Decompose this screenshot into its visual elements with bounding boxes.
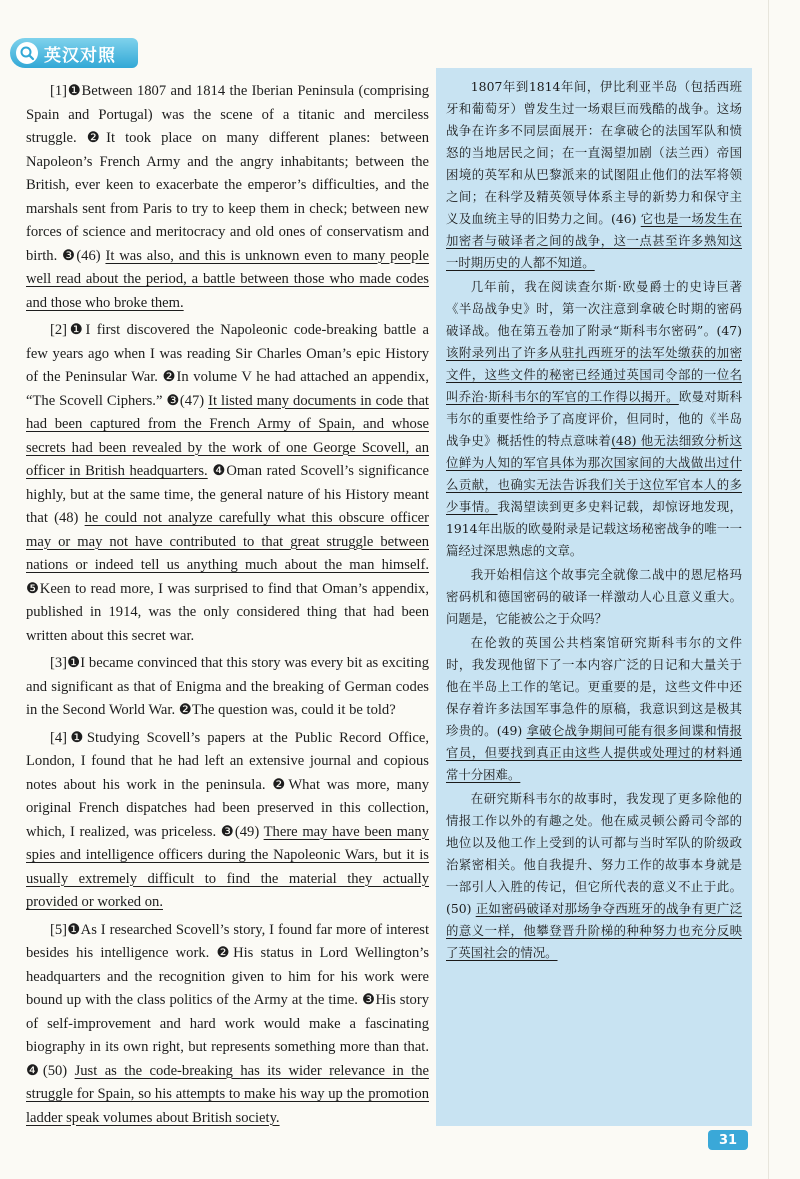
chinese-paragraph-5: 在研究斯科韦尔的故事时，我发现了更多除他的情报工作以外的有趣之处。他在威灵顿公爵司令部的地位以及他工作上受到的认可都与当时军队的阶级政治紧密相关。他自我提升、努力工作的故事本身就是一部引人入胜的传记，但它所代表的意义不止于此。(50) 正如密码破译对那场争夺西班牙的战争有更广泛的意义一样，他攀登晋升阶梯的种种努力也充分反映了英国社会的情况。 (446, 791, 743, 960)
translation-item-46: It was also, and this is unknown even to many people well read about the period, a battle between those who made codes and those who broke them. (26, 247, 430, 311)
chinese-paragraph-4: 在伦敦的英国公共档案馆研究斯科韦尔的文件时，我发现他留下了一本内容广泛的日记和大量关于他在半岛上工作的笔记。更重要的是，这些文件中还保存着许多法国军事急件的原稿，我意识到这是极其珍贵的。(49) 拿破仑战争期间可能有很多间谍和情报官员，但要找到真正由这些人提供或处理过的材料通常十分困难。 (446, 635, 743, 782)
translation-item-48: he could not analyze carefully what this obscure officer may or may not have contributed to that great struggle between nations or indeed tell us anything much about the man himself. (26, 510, 430, 573)
section-header-tab (10, 38, 138, 68)
chinese-paragraph-2: 几年前，我在阅读查尔斯·欧曼爵士的史诗巨著《半岛战争史》时，第一次注意到拿破仑时期的密码破译战。他在第五卷加了附录“斯科韦尔密码”。(47) 该附录列出了许多从驻扎西班牙的法军处缴获的加密文件，这些文件的秘密已经通过英国司令部的一位名叫乔治·斯科韦尔的军官的工作得以揭开。欧曼对斯科韦尔的重要性给予了高度评价，但同时，他的《半岛战争史》概括性的特点意味着(48) 他无法细致分析这位鲜为人知的军官具体为那次国家间的大战做出过什么贡献，也确实无法告诉我们关于这位军官本人的多少事情。我渴望读到更多史料记载，却惊讶地发现，1914年出版的欧曼附录是记载这场秘密战争的唯一一篇经过深思熟虑的文章。 (446, 279, 743, 558)
chinese-translation-50: 正如密码破译对那场争夺西班牙的战争有更广泛的意义一样，他攀登晋升阶梯的种种努力也充分反映了英国社会的情况。 (446, 901, 743, 960)
english-paragraph-5: [5]❶As I researched Scovell’s story, I found far more of interest besides his intelligence work. ❷His status in Lord Wellington’s headquarters and the recognition given to him for his work were bound up with the class politics of the Army at the time. ❸His story of self-improvement and hard work would make a fascinating biography in its own right, but represents something more than that. ❹(50) Just as the code-breaking has its wider relevance in the struggle for Spain, so his attempts to make his way up the promotion ladder speak volumes about British society. (26, 921, 429, 1126)
translation-item-49: There may have been many spies and intelligence officers during the Napoleonic Wars, but it is usually extremely difficult to find the material they actually provided or worked on. (26, 823, 430, 910)
chinese-translation-46: 它也是一场发生在加密者与破译者之间的战争，这一点甚至许多熟知这一时期历史的人都不知道。 (446, 211, 742, 270)
chinese-translation-47: 该附录列出了许多从驻扎西班牙的法军处缴获的加密文件，这些文件的秘密已经通过英国司令部的一位名叫乔治·斯科韦尔的军官的工作得以揭开。 (446, 345, 742, 404)
translation-item-50: Just as the code-breaking has its wider relevance in the struggle for Spain, so his attempts to make his way up the promotion ladder speak volumes about British society. (26, 1062, 429, 1126)
english-paragraph-4: [4]❶Studying Scovell’s papers at the Public Record Office, London, I found that he had left an extensive journal and copious notes about his work in the peninsula. ❷What was more, many original French dispatches had been preserved in this collection, which, I realized, was priceless. ❸(49) There may have been many spies and intelligence officers during the Napoleonic Wars, but it is usually extremely difficult to find the material they actually provided or worked on. (26, 729, 430, 910)
page-fold-line (768, 0, 769, 1179)
translation-item-47: It listed many documents in code that had been captured from the French Army of Spain, and whose secrets had been revealed by the work of one George Scovell, an officer in British headquarters. (26, 392, 429, 479)
chinese-translation-panel (436, 68, 752, 1126)
chinese-translation-49: 拿破仑战争期间可能有很多间谍和情报官员，但要找到真正由这些人提供或处理过的材料通常十分困难。 (446, 723, 743, 782)
english-paragraph-1: [1]❶Between 1807 and 1814 the Iberian Peninsula (comprising Spain and Portugal) was the scene of a titanic and merciless struggle. ❷It took place on many different planes: between Napoleon’s French Army and the angry inhabitants; between the British, ever keen to exacerbate the emperor’s difficulties, and the marshals sent from Paris to try to keep them in check; between new forces of science and meritocracy and old ones of conservatism and birth. ❸(46) It was also, and this is unknown even to many people well read about the period, a battle between those who made codes and those who broke them. (26, 83, 430, 311)
english-paragraph-3: [3]❶I became convinced that this story was every bit as exciting and significant as that of Enigma and the breaking of German codes in the Second World War. ❷The question was, could it be told? (26, 655, 429, 718)
english-passage (26, 80, 429, 1134)
page-number: 31 (708, 1130, 748, 1150)
chinese-paragraph-1: 1807年到1814年间，伊比利亚半岛（包括西班牙和葡萄牙）曾发生过一场艰巨而残酷的战争。这场战争在许多不同层面展开：在拿破仑的法国军队和愤怒的当地居民之间；在一直渴望加剧（法兰西）帝国困境的英军和从巴黎派来的试图阻止他们的法军将领之间；在科学及精英领导体系主导的新势力和保守主义及血统主导的旧势力之间。(46) 它也是一场发生在加密者与破译者之间的战争，这一点甚至许多熟知这一时期历史的人都不知道。 (446, 79, 742, 270)
chinese-translation-48: (48) 他无法细致分析这位鲜为人知的军官具体为那次国家间的大战做出过什么贡献，也确实无法告诉我们关于这位军官本人的多少事情。 (446, 433, 743, 514)
chinese-paragraph-3: 我开始相信这个故事完全就像二战中的恩尼格玛密码机和德国密码的破译一样激动人心且意义重大。问题是，它能被公之于众吗？ (446, 567, 742, 626)
search-icon (16, 42, 38, 64)
english-paragraph-2: [2]❶I first discovered the Napoleonic code-breaking battle a few years ago when I was reading Sir Charles Oman’s epic History of the Peninsular War. ❷In volume V he had attached an appendix, “The Scovell Ciphers.” ❸(47) It listed many documents in code that had been captured from the French Army of Spain, and whose secrets had been revealed by the work of one George Scovell, an officer in British headquarters. ❹Oman rated Scovell’s significance highly, but at the same time, the general nature of his History meant that (48) he could not analyze carefully what this obscure officer may or may not have contributed to that great struggle between nations or indeed tell us anything much about the man himself. ❺Keen to read more, I was surprised to find that Oman’s appendix, published in 1914, was the only considered thing that had been written about this secret war. (26, 322, 430, 644)
section-title: 英汉对照 (44, 45, 116, 66)
